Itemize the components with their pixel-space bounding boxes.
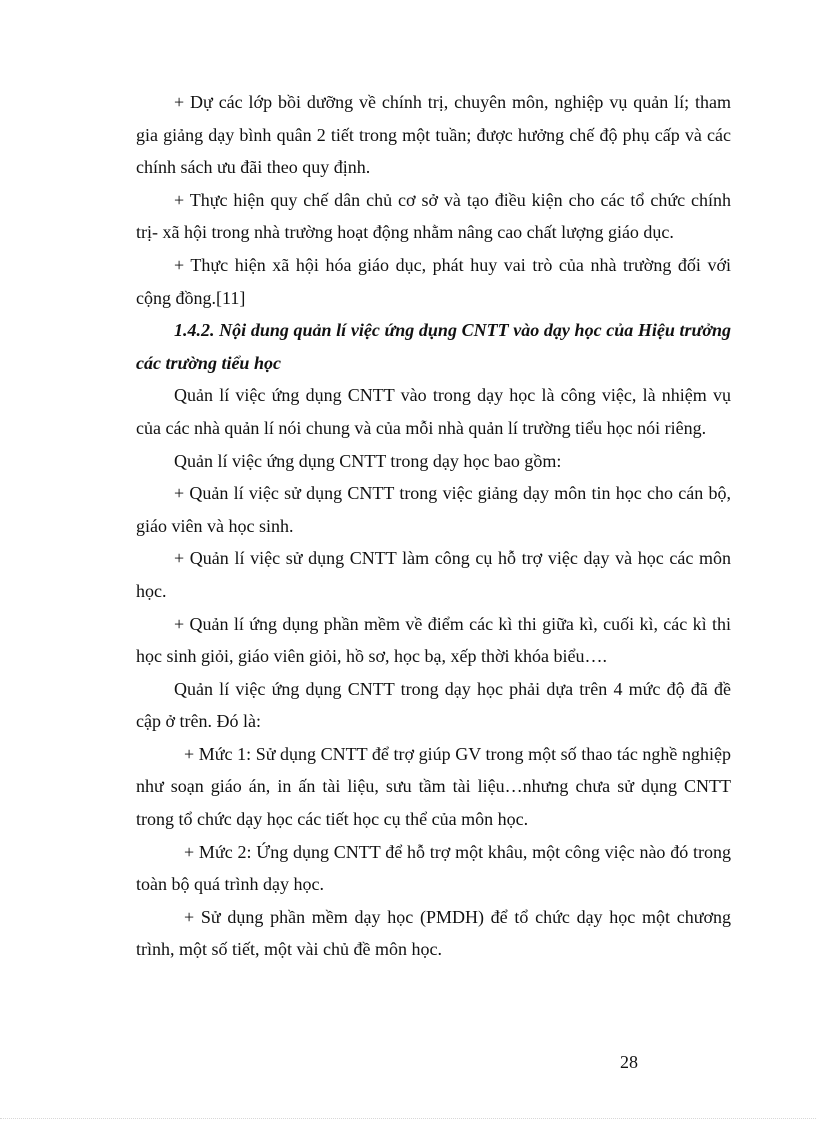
paragraph-four-levels: Quản lí việc ứng dụng CNTT trong dạy học phải dựa trên 4 mức độ đã đề cập ở trên. Đó là: bbox=[136, 678, 731, 732]
paragraph-level-2: + Mức 2: Ứng dụng CNTT để hỗ trợ một khâu, một công việc nào đó trong toàn bộ quá trình dạy học. bbox=[136, 841, 731, 895]
paragraph-management-includes: Quản lí việc ứng dụng CNTT trong dạy học bao gồm: bbox=[174, 450, 562, 471]
paragraph-principal-training: + Dự các lớp bồi dưỡng về chính trị, chuyên môn, nghiệp vụ quản lí; tham gia giảng dạy bình quân 2 tiết trong một tuần; được hưởng chế độ phụ cấp và các chính sách ưu đãi theo quy định. bbox=[136, 92, 731, 178]
paragraph-it-teaching: + Quản lí việc sử dụng CNTT trong việc giảng dạy môn tin học cho cán bộ, giáo viên và học sinh. bbox=[136, 483, 731, 536]
paragraph-software-use: + Sử dụng phần mềm dạy học (PMDH) để tổ chức dạy học một chương trình, một số tiết, một vài chủ đề môn học. bbox=[136, 906, 731, 960]
section-heading-1-4-2: 1.4.2. Nội dung quản lí việc ứng dụng CNTT vào dạy học của Hiệu trưởng các trường tiểu học bbox=[136, 320, 731, 373]
paragraph-socialization: + Thực hiện xã hội hóa giáo dục, phát huy vai trò của nhà trường đối với cộng đồng.[11] bbox=[136, 254, 731, 308]
document-body bbox=[136, 86, 731, 966]
paragraph-software-management: + Quản lí ứng dụng phần mềm về điểm các kì thi giữa kì, cuối kì, các kì thi học sinh giỏi, giáo viên giỏi, hồ sơ, học bạ, xếp thời khóa biểu…. bbox=[136, 613, 731, 667]
page-bottom-divider bbox=[0, 1118, 816, 1119]
paragraph-level-1: + Mức 1: Sử dụng CNTT để trợ giúp GV trong một số thao tác nghề nghiệp như soạn giáo án, in ấn tài liệu, sưu tầm tài liệu…nhưng chưa sử dụng CNTT trong tổ chức dạy học các tiết học cụ thể của môn học. bbox=[136, 743, 731, 830]
page-number: 28 bbox=[620, 1052, 638, 1072]
paragraph-democracy-regulation: + Thực hiện quy chế dân chủ cơ sở và tạo điều kiện cho các tổ chức chính trị- xã hội trong nhà trường hoạt động nhằm nâng cao chất lượng giáo dục. bbox=[136, 189, 731, 243]
paragraph-management-intro: Quản lí việc ứng dụng CNTT vào trong dạy học là công việc, là nhiệm vụ của các nhà quản lí nói chung và của mỗi nhà quản lí trường tiểu học nói riêng. bbox=[136, 385, 731, 438]
paragraph-it-support-tool: + Quản lí việc sử dụng CNTT làm công cụ hỗ trợ việc dạy và học các môn học. bbox=[136, 548, 731, 601]
